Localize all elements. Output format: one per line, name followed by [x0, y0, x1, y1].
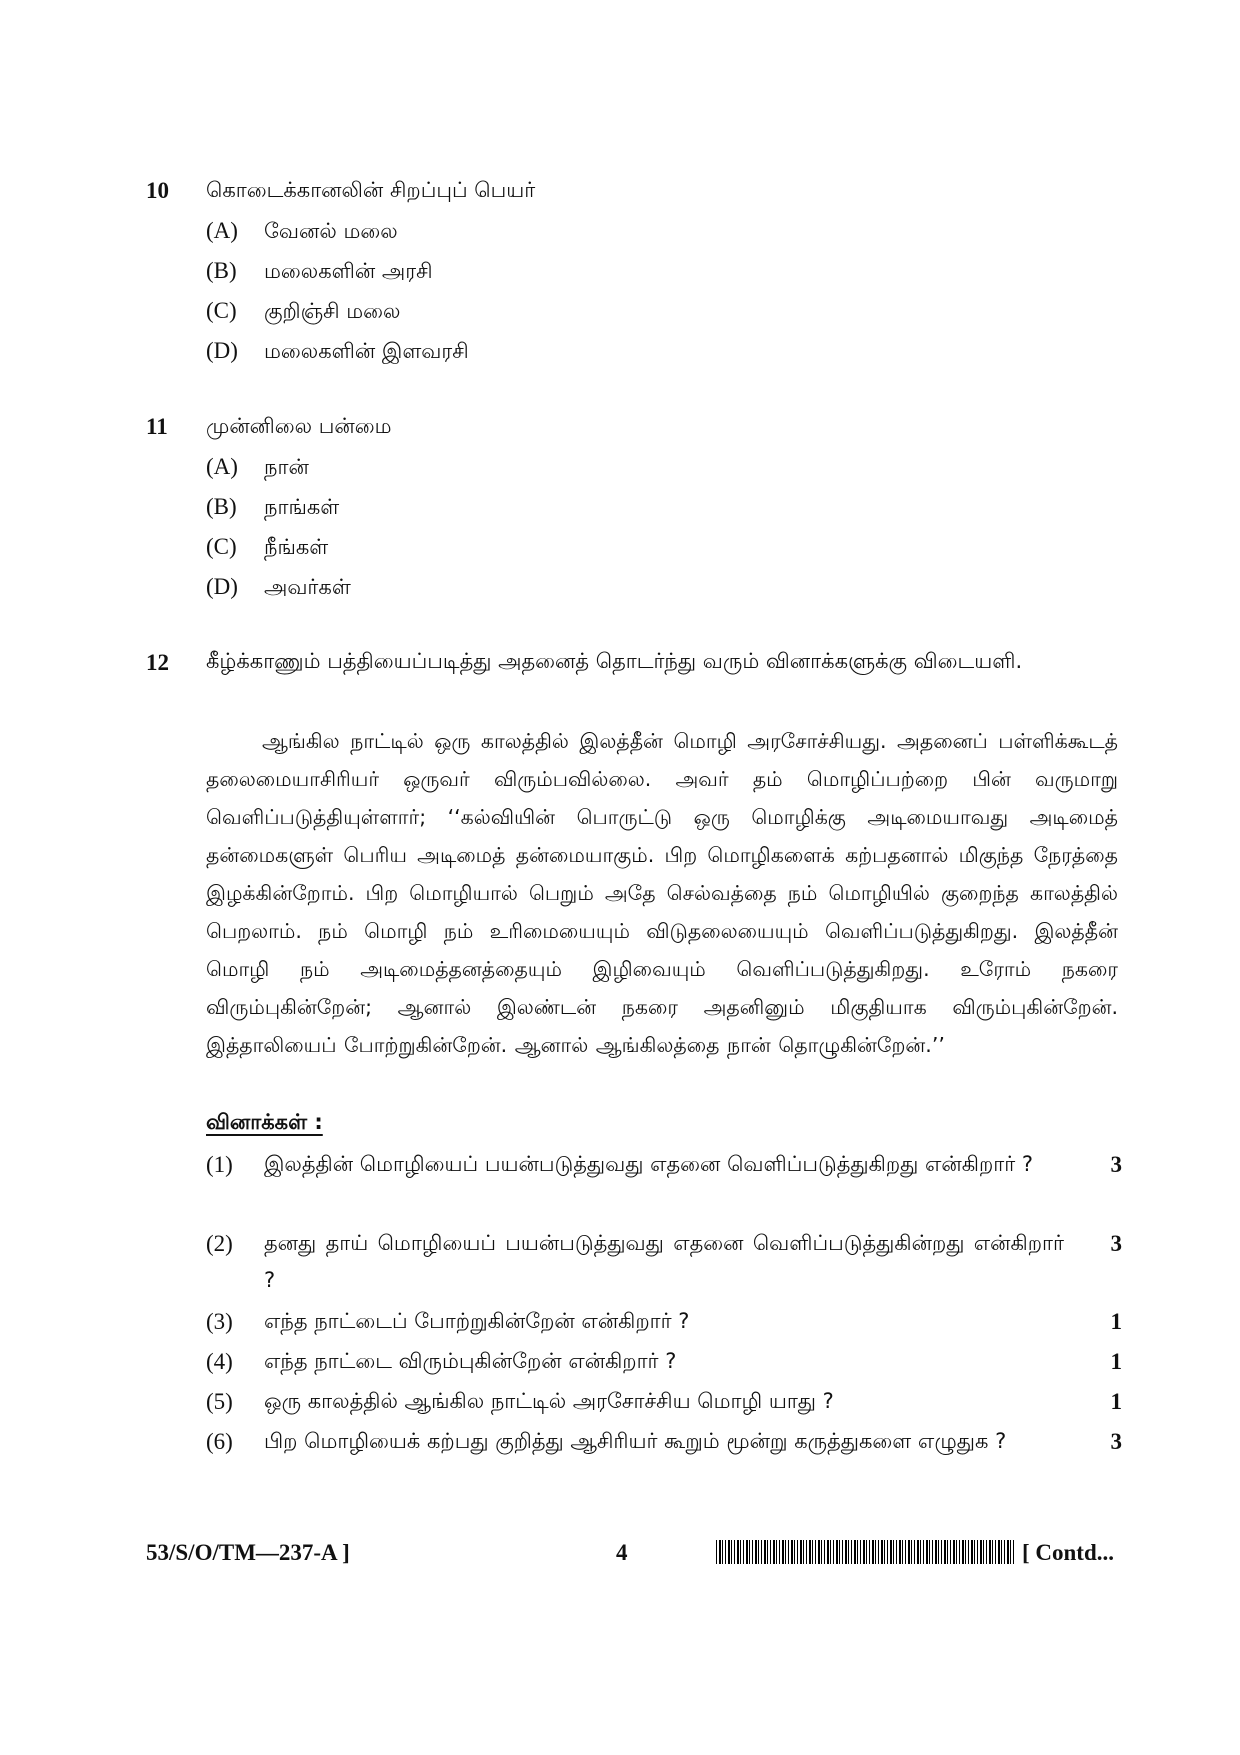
q11-text: முன்னிலை பன்மை: [206, 414, 392, 438]
q10-option-c: (C) குறிஞ்சி மலை: [206, 298, 401, 323]
q10-number: 10: [146, 178, 169, 203]
q11-option-c: (C) நீங்கள்: [206, 534, 329, 559]
sub-question-3: (3) எந்த நாட்டைப் போற்றுகின்றேன் என்கிறார் ? 1: [206, 1303, 1116, 1340]
sub-question-4: (4) எந்த நாட்டை விரும்புகின்றேன் என்கிறார் ? 1: [206, 1343, 1116, 1380]
q10-option-d: (D) மலைகளின் இளவரசி: [206, 338, 469, 363]
marks: 3: [1110, 1231, 1122, 1256]
q12-number: 12: [146, 650, 169, 675]
marks: 1: [1110, 1389, 1122, 1414]
footer-contd: [ Contd...: [1022, 1540, 1115, 1565]
marks: 3: [1110, 1429, 1122, 1454]
sub-question-5: (5) ஒரு காலத்தில் ஆங்கில நாட்டில் அரசோச்சிய மொழி யாது ? 1: [206, 1383, 1116, 1420]
q12-text: கீழ்க்காணும் பத்தியைப்படித்து அதனைத் தொடர்ந்து வரும் வினாக்களுக்கு விடையளி.: [206, 649, 1023, 673]
q11-option-b: (B) நாங்கள்: [206, 494, 340, 519]
marks: 3: [1110, 1152, 1122, 1177]
q10-text: கொடைக்கானலின் சிறப்புப் பெயர்: [206, 178, 536, 202]
q11-option-a: (A) நான்: [206, 454, 309, 479]
footer-page-number: 4: [616, 1540, 628, 1565]
q12-passage: ஆங்கில நாட்டில் ஒரு காலத்தில் இலத்தீன் மொழி அரசோச்சியது. அதனைப் பள்ளிக்கூடத் தலைமையாசிரியர் ஒருவர் விரும்பவில்லை. அவர் தம் மொழிப்பற்றை பின் வருமாறு வெளிப்படுத்தியுள்ளார்; ‘‘கல்வியின் பொருட்டு ஒரு மொழிக்கு அடிமையாவது அடிமைத் தன்மைகளுள் பெரிய அடிமைத் தன்மையாகும். பிற மொழிகளைக் கற்பதனால் மிகுந்த நேரத்தை இழக்கின்றோம். பிற மொழியால் பெறும் அதே செல்வத்தை நம் மொழியில் குறைந்த காலத்தில் பெறலாம். நம் மொழி நம் உரிமையையும் விடுதலையையும் வெளிப்படுத்துகிறது. இலத்தீன் மொழி நம் அடிமைத்தனத்தையும் இழிவையும் வெளிப்படுத்துகிறது. உரோம் நகரை விரும்புகின்றேன்; ஆனால் இலண்டன் நகரை அதனினும் மிகுதியாக விரும்புகின்றேன். இத்தாலியைப் போற்றுகின்றேன். ஆனால் ஆங்கிலத்தை நான் தொழுகின்றேன்.’’: [206, 729, 1118, 1057]
sub-question-6: (6) பிற மொழியைக் கற்பது குறித்து ஆசிரியர் கூறும் மூன்று கருத்துகளை எழுதுக ? 3: [206, 1423, 1116, 1497]
barcode: [716, 1540, 1014, 1564]
marks: 1: [1110, 1309, 1122, 1334]
sub-question-1: (1) இலத்தின் மொழியைப் பயன்படுத்துவது எதனை வெளிப்படுத்துகிறது என்கிறார் ? 3: [206, 1146, 1116, 1220]
questions-heading: வினாக்கள் :: [206, 1110, 323, 1134]
sub-question-2: (2) தனது தாய் மொழியைப் பயன்படுத்துவது எதனை வெளிப்படுத்துகின்றது என்கிறார் ? 3: [206, 1225, 1116, 1299]
q11-option-d: (D) அவர்கள்: [206, 574, 351, 599]
footer-paper-code: 53/S/O/TM—237-A ]: [146, 1540, 350, 1565]
q11-number: 11: [146, 414, 168, 439]
q10-option-b: (B) மலைகளின் அரசி: [206, 258, 433, 283]
q10-option-a: (A) வேனல் மலை: [206, 218, 398, 243]
marks: 1: [1110, 1349, 1122, 1374]
